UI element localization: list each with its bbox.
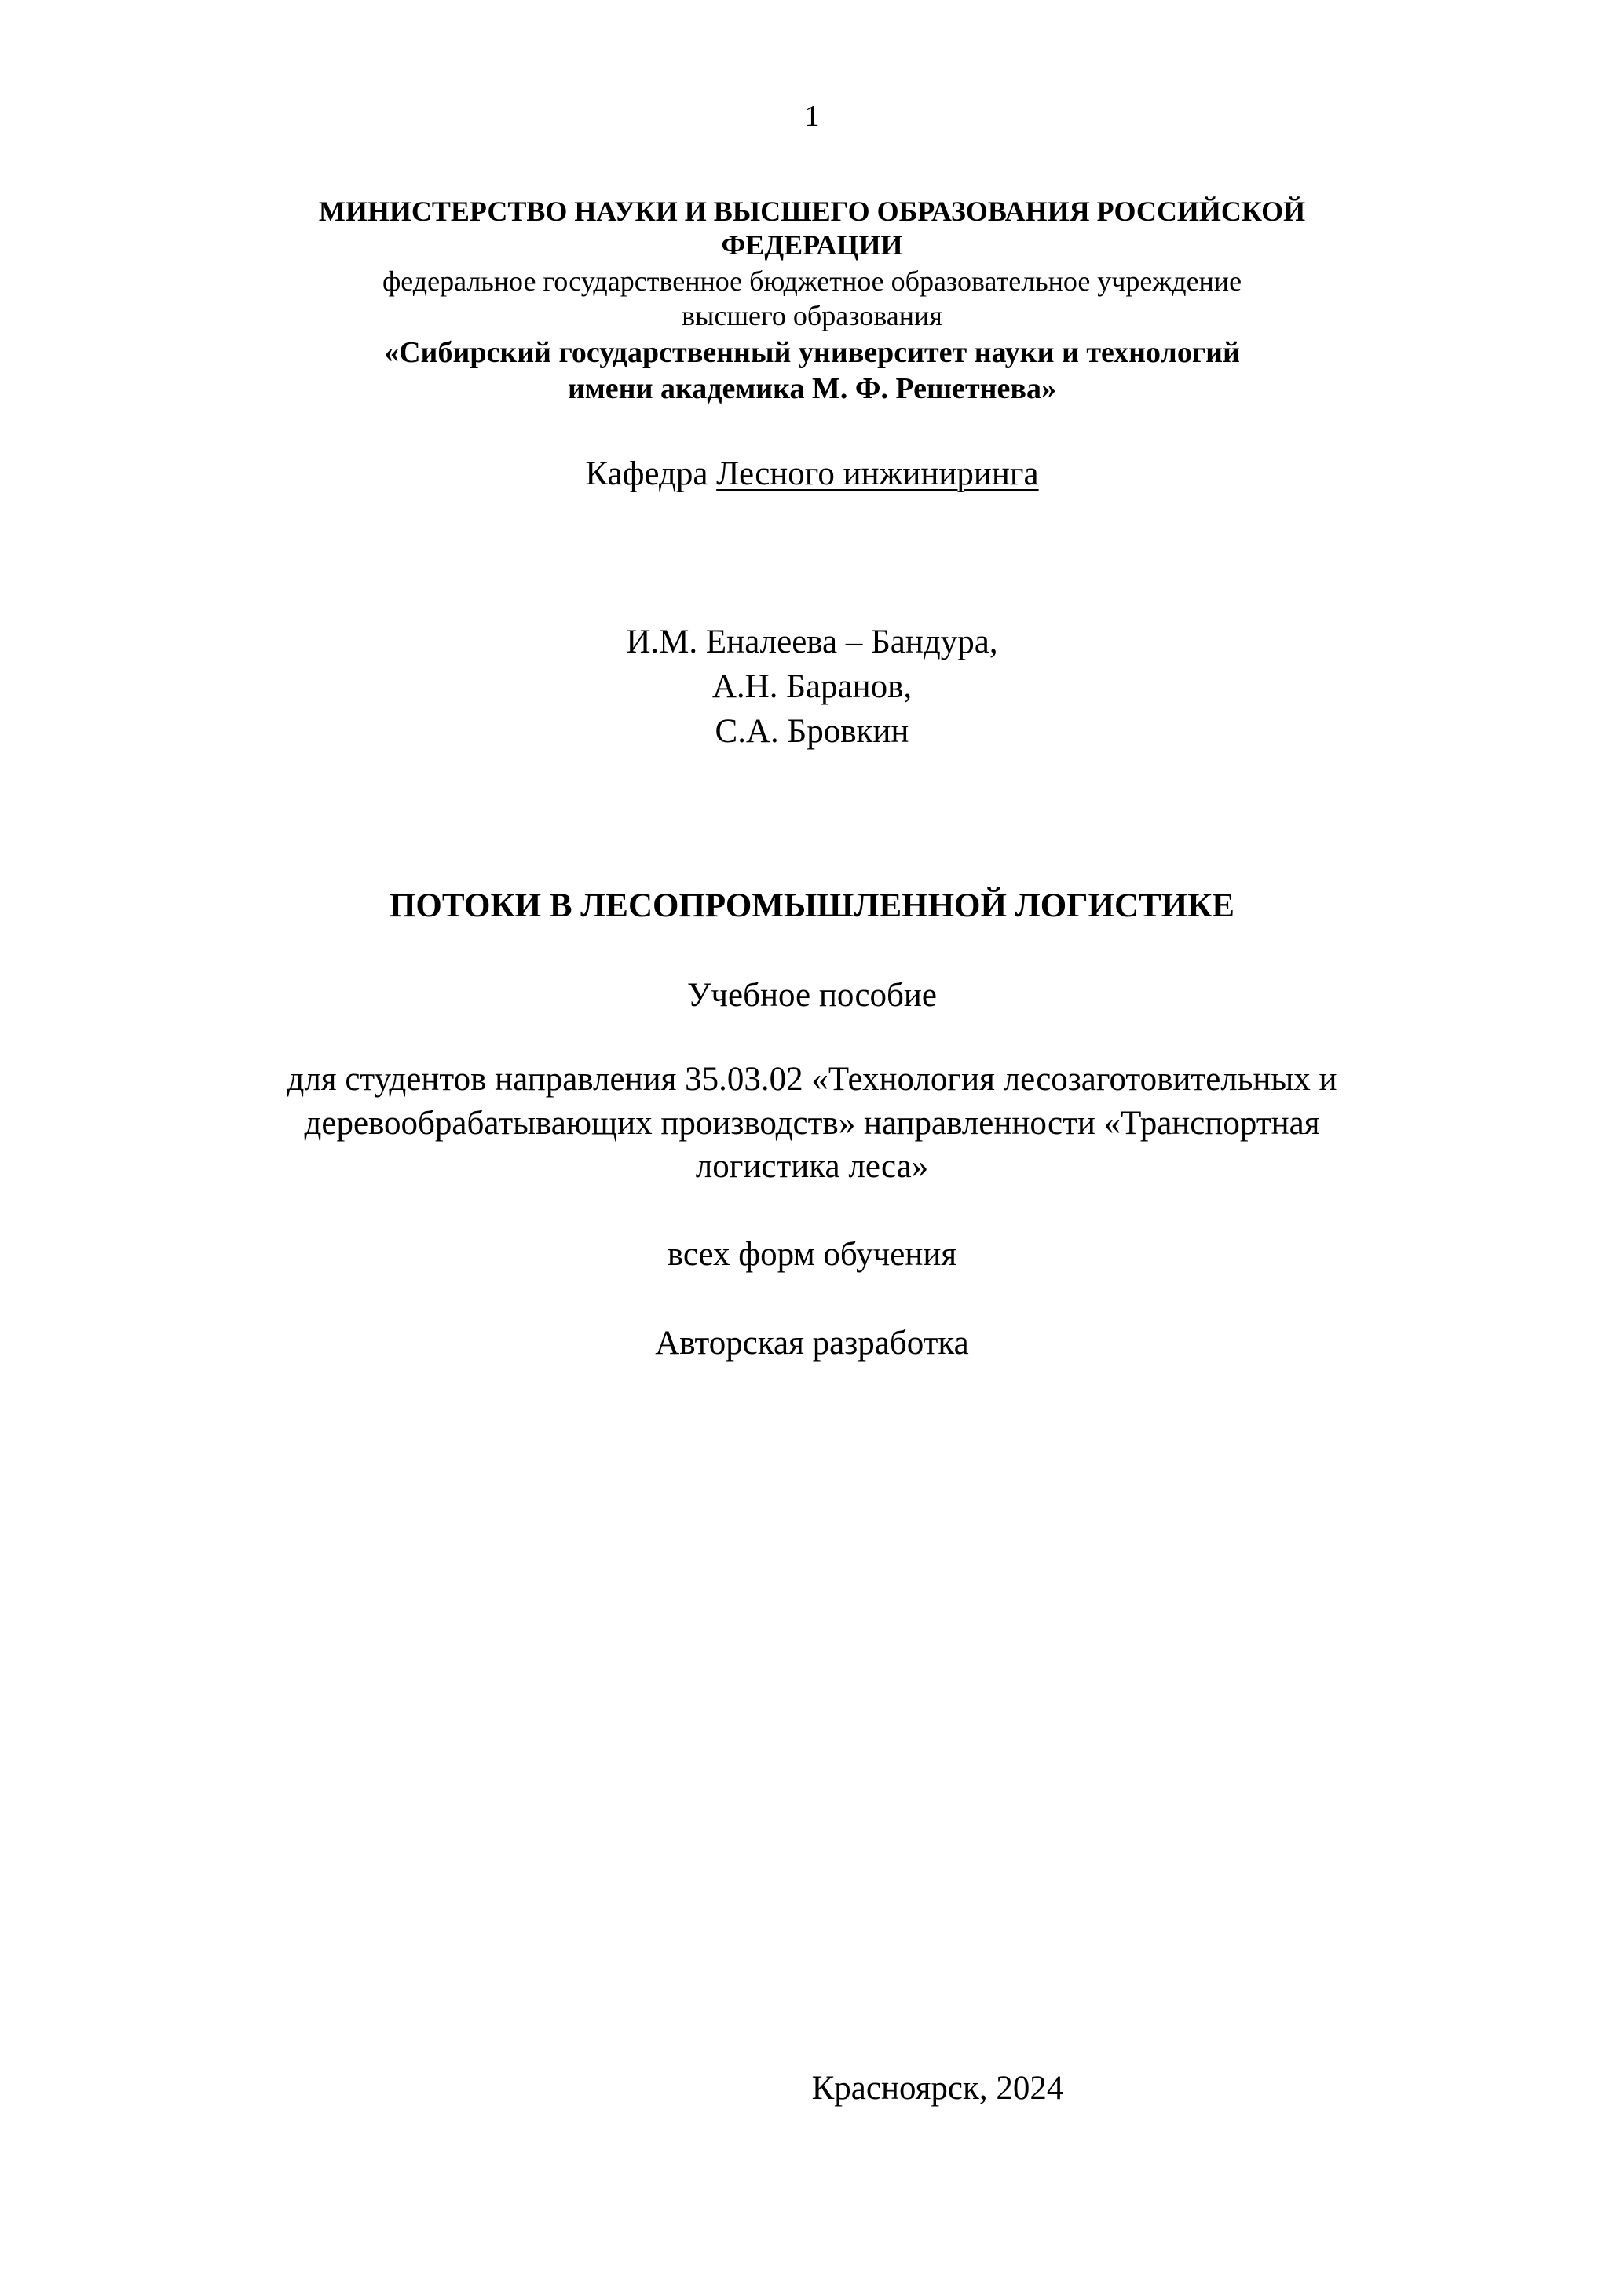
institution-type-line-2: высшего образования [682,300,942,331]
document-title: ПОТОКИ В ЛЕСОПРОМЫШЛЕННОЙ ЛОГИСТИКЕ [389,887,1234,924]
direction-line-3: логистика леса» [695,1148,929,1185]
university-name-line-2: имени академика М. Ф. Решетнева» [568,372,1056,405]
development-note: Авторская разработка [655,1325,969,1362]
department-name: Лесного инжиниринга [716,455,1039,492]
direction-line-2: деревообрабатывающих производств» направленности «Транспортная [304,1105,1320,1142]
direction-line-1: для студентов направления 35.03.02 «Технология лесозаготовительных и [287,1061,1337,1098]
author-1: И.М. Еналеева – Бандура, [626,623,998,660]
author-2: А.Н. Баранов, [711,668,913,705]
ministry-line-1: МИНИСТЕРСТВО НАУКИ И ВЫСШЕГО ОБРАЗОВАНИЯ РОССИЙСКОЙ [318,196,1306,227]
page-number: 1 [804,100,820,133]
department [0,454,1624,495]
institution-type-line-1: федеральное государственное бюджетное образовательное учреждение [382,265,1242,297]
university-name-line-1: «Сибирский государственный университет науки и технологий [384,336,1240,369]
author-3: С.А. Бровкин [715,713,909,750]
study-forms: всех форм обучения [667,1236,957,1273]
city-year: Красноярск, 2024 [811,2070,1064,2107]
document-type: Учебное пособие [686,977,938,1014]
department-prefix: Кафедра [585,455,708,492]
ministry-line-2: ФЕДЕРАЦИИ [721,229,903,261]
